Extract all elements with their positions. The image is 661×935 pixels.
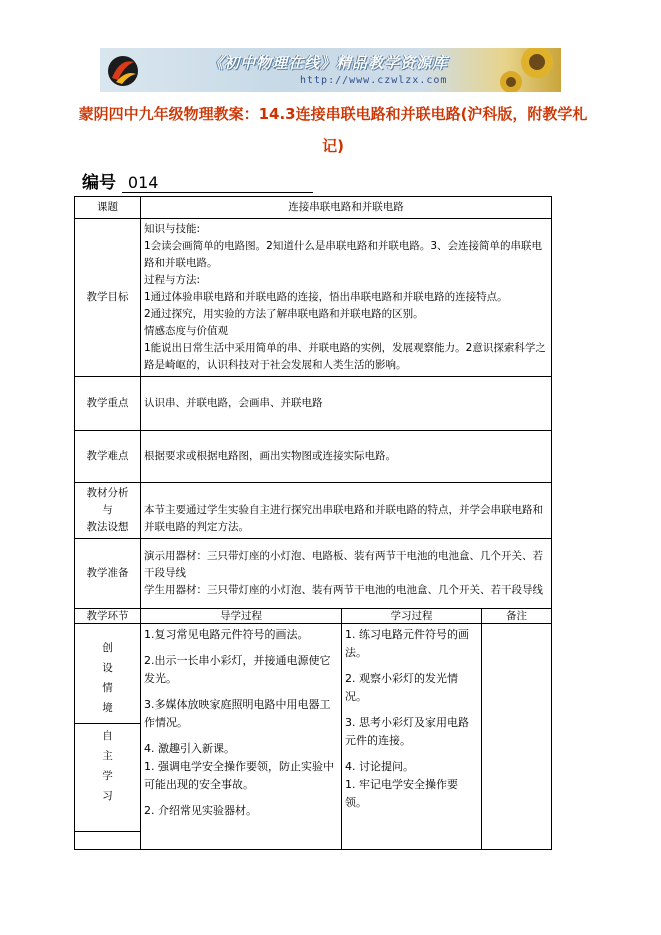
process-heading: 过程与方法: — [144, 274, 201, 286]
key-label: 教学重点 — [75, 377, 141, 431]
guide-item: 4. 激趣引入新课。 — [144, 742, 235, 755]
col-stage: 教学环节 — [75, 609, 141, 624]
guide-item: 1.复习常见电路元件符号的画法。 — [144, 628, 309, 641]
table-header-row — [75, 609, 552, 624]
attitude-heading: 情感态度与价值观 — [144, 325, 228, 337]
topic-label: 课题 — [75, 197, 141, 219]
stage-char: 设 — [102, 662, 113, 674]
learn-item: 1. 牢记电学安全操作要领。 — [345, 778, 458, 809]
stage-2 — [75, 724, 140, 832]
banner-title: 《初中物理在线》精品教学资源库 — [208, 54, 449, 72]
stage-1 — [75, 624, 140, 724]
col-note: 备注 — [482, 609, 552, 624]
doc-number-label: 编号 — [82, 173, 116, 193]
goals-cell — [141, 219, 552, 377]
topic-value: 连接串联电路和并联电路 — [141, 197, 552, 219]
prep-cell — [141, 539, 552, 609]
banner-url[interactable]: http://www.czwlzx.com — [300, 75, 448, 86]
learn-item: 4. 讨论提问。 — [345, 760, 414, 773]
analysis-label — [75, 483, 141, 539]
analysis-value: 本节主要通过学生实验自主进行探究出串联电路和并联电路的特点，并学会串联电路和并联电路的判定方法。 — [141, 483, 552, 539]
analysis-label-line: 与 — [102, 504, 113, 516]
col-guide: 导学过程 — [141, 609, 342, 624]
guide-item: 3.多媒体放映家庭照明电路中用电器工作情况。 — [144, 698, 331, 729]
learn-item: 3. 思考小彩灯及家用电路元件的连接。 — [345, 716, 469, 747]
table-row — [75, 624, 552, 850]
guide-item: 1. 强调电学安全操作要领，防止实验中可能出现的安全事故。 — [144, 760, 334, 791]
page-title: 蒙阴四中九年级物理教案：14.3连接串联电路和并联电路(沪科版，附教学札记) — [78, 105, 588, 155]
table-row — [75, 219, 552, 377]
sunflower-icon — [491, 48, 561, 92]
table-row — [75, 431, 552, 483]
stage-cell — [75, 624, 141, 850]
site-logo-icon — [106, 54, 140, 88]
stage-char: 情 — [102, 682, 113, 694]
table-row — [75, 483, 552, 539]
table-row — [75, 539, 552, 609]
process-text-1: 1通过体验串联电路和并联电路的连接，悟出串联电路和并联电路的连接特点。 — [144, 291, 508, 303]
learn-item: 2. 观察小彩灯的发光情况。 — [345, 672, 458, 703]
stage-char: 学 — [102, 770, 113, 782]
analysis-label-line: 教法设想 — [86, 521, 129, 533]
table-row — [75, 197, 552, 219]
site-banner — [100, 48, 561, 92]
stage-char: 习 — [102, 790, 113, 802]
difficulty-value: 根据要求或根据电路图，画出实物图或连接实际电路。 — [141, 431, 552, 483]
doc-number-value: 014 — [122, 173, 313, 193]
stage-char: 自 — [102, 730, 113, 742]
key-value: 认识串、并联电路，会画串、并联电路 — [141, 377, 552, 431]
doc-number — [82, 168, 313, 193]
lesson-plan-table — [74, 196, 552, 850]
stage-char: 境 — [102, 702, 113, 714]
guide-item: 2. 介绍常见实验器材。 — [144, 804, 257, 817]
stage-char: 创 — [102, 642, 113, 654]
prep-demo: 演示用器材：三只带灯座的小灯泡、电路板、装有两节干电池的电池盒、几个开关、若干段导线 — [144, 550, 543, 579]
goals-label: 教学目标 — [75, 219, 141, 377]
process-text-2: 2通过探究，用实验的方法了解串联电路和并联电路的区别。 — [144, 308, 424, 320]
knowledge-text: 1会读会画简单的电路图。2知道什么是串联电路和并联电路。3、会连接简单的串联电路和并联电路。 — [144, 240, 543, 269]
note-cell — [482, 624, 552, 850]
knowledge-heading: 知识与技能: — [144, 223, 201, 235]
stage-char: 主 — [102, 750, 113, 762]
col-learn: 学习过程 — [342, 609, 482, 624]
attitude-text: 1能说出日常生活中采用简单的串、并联电路的实例，发展观察能力。2意识探索科学之路是崎岖的，认识科技对于社会发展和人类生活的影响。 — [144, 342, 546, 371]
guide-cell — [141, 624, 342, 850]
prep-label: 教学准备 — [75, 539, 141, 609]
analysis-label-line: 教材分析 — [86, 487, 129, 499]
guide-item: 2.出示一长串小彩灯，并接通电源使它发光。 — [144, 654, 331, 685]
learn-cell — [342, 624, 482, 850]
difficulty-label: 教学难点 — [75, 431, 141, 483]
learn-item: 1. 练习电路元件符号的画法。 — [345, 628, 469, 659]
table-row — [75, 377, 552, 431]
prep-student: 学生用器材：三只带灯座的小灯泡、装有两节干电池的电池盒、几个开关、若干段导线 — [144, 584, 543, 596]
